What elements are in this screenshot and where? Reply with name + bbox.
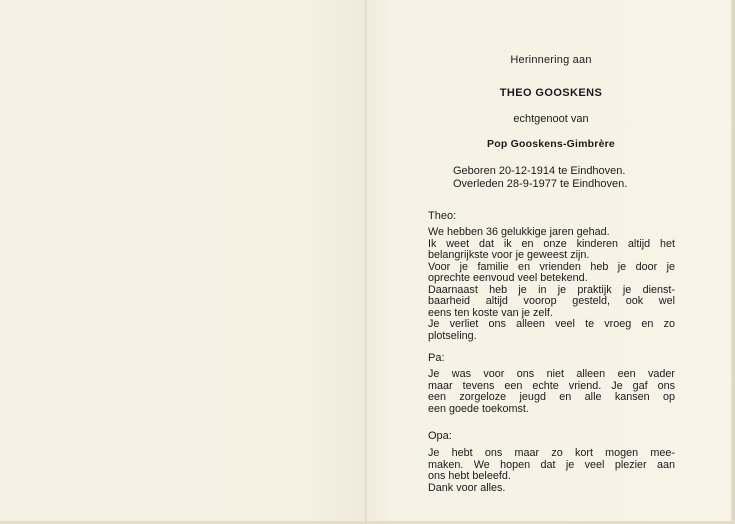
- death-line: Overleden 28-9-1977 te Eindhoven.: [453, 178, 628, 190]
- text-line: ons hebt beleefd.: [428, 470, 511, 482]
- text-line: plotseling.: [428, 329, 477, 342]
- text-line: We hebben 36 gelukkige jaren gehad.: [428, 226, 610, 238]
- text-line: Daarnaast heb je in je praktijk je dienst-: [428, 283, 675, 296]
- memorial-heading: Herinnering aan: [510, 54, 592, 66]
- text-line: Je hebt ons maar zo kort mogen mee-: [428, 447, 675, 459]
- spouse-of-label: echtgenoot van: [513, 113, 589, 125]
- text-line: maken. We hopen dat je veel plezier aan: [428, 458, 675, 471]
- text-line: Je was voor ons niet alleen een vader: [428, 368, 675, 380]
- section-title-opa: Opa:: [428, 430, 452, 442]
- life-dates: [453, 165, 627, 191]
- text-line: Voor je familie en vrienden heb je door je: [428, 260, 675, 273]
- text-line: Ik weet dat ik en onze kinderen altijd het: [428, 237, 675, 250]
- spouse-name: Pop Gooskens-Gimbrère: [487, 138, 615, 150]
- text-line: belangrijkste voor je geweest zijn.: [428, 249, 590, 261]
- section-title-pa: Pa:: [428, 352, 445, 364]
- deceased-name: THEO GOOSKENS: [499, 87, 603, 99]
- text-line: een goede toekomst.: [428, 402, 529, 415]
- section-text-theo: [428, 227, 675, 342]
- text-line: eens ten koste van je zelf.: [428, 306, 553, 319]
- text-line: baarheid altijd voorop gesteld, ook wel: [428, 295, 675, 307]
- section-text-opa: [428, 448, 675, 494]
- text-line: Je verliet ons alleen veel te vroeg en zo: [428, 318, 675, 330]
- card-left-panel: [0, 0, 366, 524]
- text-line: oprechte eenvoud veel betekend.: [428, 272, 588, 284]
- text-line: maar tevens een echte vriend. Je gaf ons: [428, 379, 675, 392]
- text-line: Dank voor alles.: [428, 481, 506, 494]
- section-title-theo: Theo:: [428, 210, 457, 222]
- birth-line: Geboren 20-12-1914 te Eindhoven.: [453, 165, 626, 177]
- section-text-pa: [428, 369, 675, 415]
- text-line: een zorgeloze jeugd en alle kansen op: [428, 391, 675, 403]
- card-right-edge: [731, 0, 735, 524]
